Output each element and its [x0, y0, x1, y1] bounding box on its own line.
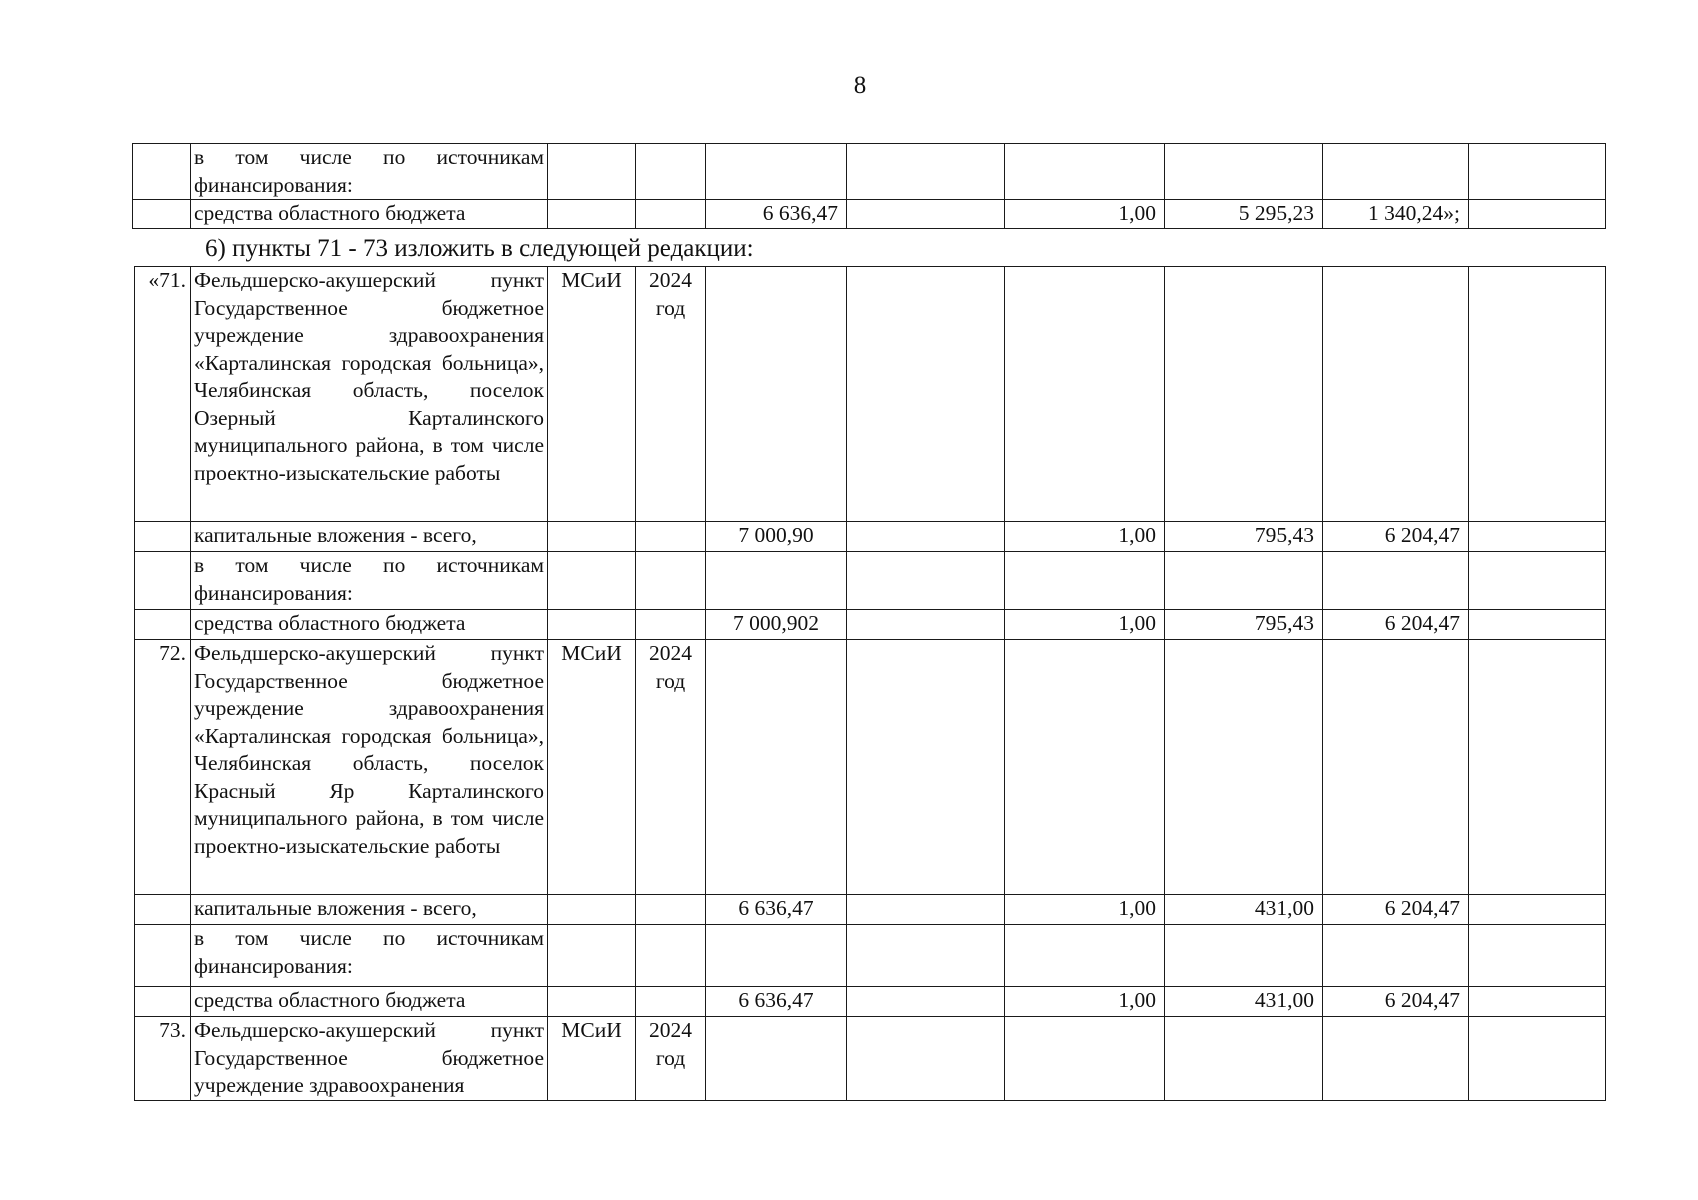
value-cell: 6 204,47	[1323, 522, 1469, 552]
value-cell: 795,43	[1165, 610, 1323, 640]
description-cell: капитальные вложения - всего,	[191, 522, 548, 552]
total-cell: 7 000,90	[706, 522, 847, 552]
value-cell: 1,00	[1005, 895, 1165, 925]
item-number-cell	[135, 610, 191, 640]
value-cell: 5 295,23	[1165, 200, 1323, 229]
period-cell	[636, 925, 706, 987]
value-cell	[847, 200, 1005, 229]
value-cell	[847, 144, 1005, 200]
executor-cell: МСиИ	[548, 267, 636, 522]
value-cell	[1469, 144, 1606, 200]
table-row	[135, 925, 1606, 987]
value-cell: 1,00	[1005, 610, 1165, 640]
amendment-heading: 6) пункты 71 - 73 изложить в следующей редакции:	[205, 235, 754, 262]
table-row	[135, 522, 1606, 552]
page-number: 8	[853, 72, 867, 99]
item-number-cell	[133, 200, 191, 229]
value-cell	[1165, 1017, 1323, 1101]
total-cell	[706, 925, 847, 987]
value-cell	[1323, 144, 1469, 200]
description-cell: в том числе по источникам финансирования:	[191, 925, 548, 987]
total-cell: 6 636,47	[706, 895, 847, 925]
executor-cell	[548, 200, 636, 229]
value-cell	[1165, 144, 1323, 200]
value-cell	[1165, 925, 1323, 987]
value-cell	[1469, 640, 1606, 895]
value-cell	[847, 925, 1005, 987]
value-cell: 1,00	[1005, 522, 1165, 552]
item-number-cell: «71.	[135, 267, 191, 522]
executor-cell: МСиИ	[548, 1017, 636, 1101]
value-cell	[1005, 1017, 1165, 1101]
item-number-cell: 72.	[135, 640, 191, 895]
item-number-cell	[135, 522, 191, 552]
item-number-cell	[135, 987, 191, 1017]
total-cell	[706, 552, 847, 610]
total-cell: 7 000,902	[706, 610, 847, 640]
value-cell: 1,00	[1005, 200, 1165, 229]
value-cell: 795,43	[1165, 522, 1323, 552]
table-row	[135, 640, 1606, 895]
value-cell	[1469, 522, 1606, 552]
value-cell	[847, 610, 1005, 640]
executor-cell: МСиИ	[548, 640, 636, 895]
description-cell: в том числе по источникам финансирования:	[191, 552, 548, 610]
value-cell	[1469, 987, 1606, 1017]
total-cell: 6 636,47	[706, 200, 847, 229]
value-cell	[1469, 552, 1606, 610]
table-row	[133, 200, 1606, 229]
table-row	[133, 144, 1606, 200]
value-cell	[847, 1017, 1005, 1101]
total-cell	[706, 144, 847, 200]
value-cell	[847, 267, 1005, 522]
value-cell	[1005, 925, 1165, 987]
description-cell: капитальные вложения - всего,	[191, 895, 548, 925]
table-row	[135, 552, 1606, 610]
executor-cell	[548, 895, 636, 925]
value-cell	[1323, 1017, 1469, 1101]
table-row	[135, 895, 1606, 925]
description-cell: Фельдшерско-акушерский пункт Государственное бюджетное учреждение здравоохранения «Карталинская городская больница», Челябинская область, поселок Озерный Карталинского муниципального района, в том числе проектно-изыскательские работы	[191, 267, 548, 522]
value-cell	[1469, 267, 1606, 522]
value-cell	[1165, 267, 1323, 522]
table-row	[135, 267, 1606, 522]
total-cell: 6 636,47	[706, 987, 847, 1017]
table-row	[135, 987, 1606, 1017]
executor-cell	[548, 987, 636, 1017]
value-cell	[1469, 895, 1606, 925]
period-cell	[636, 522, 706, 552]
executor-cell	[548, 144, 636, 200]
executor-cell	[548, 552, 636, 610]
description-cell: средства областного бюджета	[191, 610, 548, 640]
description-cell: средства областного бюджета	[191, 987, 548, 1017]
total-cell	[706, 640, 847, 895]
description-cell: Фельдшерско-акушерский пункт Государственное бюджетное учреждение здравоохранения «Карталинская городская больница», Челябинская область, поселок Красный Яр Карталинского муниципального района, в том числе проектно-изыскательские работы	[191, 640, 548, 895]
description-cell: Фельдшерско-акушерский пункт Государственное бюджетное учреждение здравоохранения	[191, 1017, 548, 1101]
value-cell: 6 204,47	[1323, 895, 1469, 925]
value-cell: 431,00	[1165, 895, 1323, 925]
value-cell	[1005, 267, 1165, 522]
executor-cell	[548, 925, 636, 987]
value-cell	[1469, 1017, 1606, 1101]
item-number-cell	[135, 552, 191, 610]
main-table	[134, 266, 1606, 1101]
period-cell	[636, 610, 706, 640]
value-cell: 6 204,47	[1323, 987, 1469, 1017]
item-number-cell	[135, 895, 191, 925]
value-cell	[847, 552, 1005, 610]
value-cell	[1323, 552, 1469, 610]
value-cell	[847, 987, 1005, 1017]
total-cell	[706, 1017, 847, 1101]
period-cell: 2024 год	[636, 267, 706, 522]
value-cell	[1323, 925, 1469, 987]
value-cell	[1469, 925, 1606, 987]
description-cell: средства областного бюджета	[191, 200, 548, 229]
executor-cell	[548, 522, 636, 552]
value-cell	[1165, 640, 1323, 895]
table-row	[135, 610, 1606, 640]
value-cell	[1005, 552, 1165, 610]
value-cell	[847, 640, 1005, 895]
item-number-cell	[135, 925, 191, 987]
period-cell	[636, 144, 706, 200]
period-cell	[636, 987, 706, 1017]
value-cell: 6 204,47	[1323, 610, 1469, 640]
value-cell	[847, 522, 1005, 552]
description-cell: в том числе по источникам финансирования:	[191, 144, 548, 200]
period-cell	[636, 200, 706, 229]
top-table	[132, 143, 1606, 229]
executor-cell	[548, 610, 636, 640]
period-cell: 2024 год	[636, 1017, 706, 1101]
value-cell: 1 340,24»;	[1323, 200, 1469, 229]
item-number-cell: 73.	[135, 1017, 191, 1101]
value-cell	[1165, 552, 1323, 610]
item-number-cell	[133, 144, 191, 200]
value-cell	[1323, 640, 1469, 895]
value-cell: 431,00	[1165, 987, 1323, 1017]
value-cell	[847, 895, 1005, 925]
value-cell	[1005, 144, 1165, 200]
period-cell	[636, 895, 706, 925]
value-cell	[1005, 640, 1165, 895]
value-cell	[1469, 610, 1606, 640]
total-cell	[706, 267, 847, 522]
value-cell: 1,00	[1005, 987, 1165, 1017]
value-cell	[1323, 267, 1469, 522]
period-cell: 2024 год	[636, 640, 706, 895]
value-cell	[1469, 200, 1606, 229]
table-row	[135, 1017, 1606, 1101]
period-cell	[636, 552, 706, 610]
